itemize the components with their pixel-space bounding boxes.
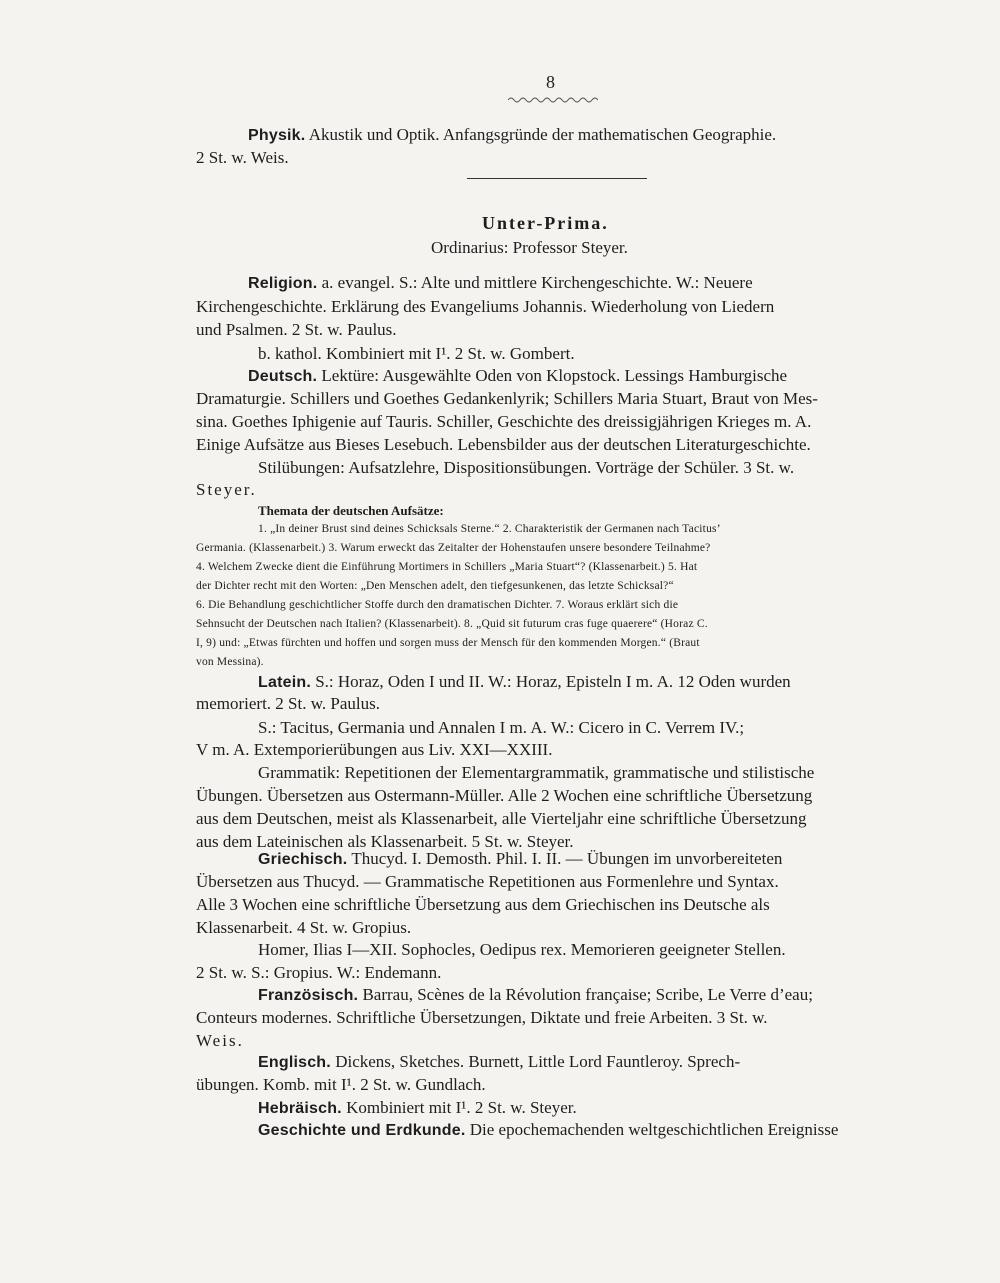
franzoesisch-label: Französisch. — [258, 987, 359, 1004]
englisch-label: Englisch. — [258, 1054, 331, 1071]
physik-line-1: Physik. Akustik und Optik. Anfangsgründe der mathematischen Geographie. — [248, 125, 777, 144]
themata-line-8: von Messina). — [196, 656, 264, 668]
hebraeisch-line: Hebräisch. Kombiniert mit I¹. 2 St. w. Steyer. — [258, 1098, 577, 1117]
deutsch-line-5: Stilübungen: Aufsatzlehre, Dispositionsübungen. Vorträge der Schüler. 3 St. w. — [258, 458, 795, 477]
deutsch-label: Deutsch. — [248, 368, 318, 385]
deutsch-line-1: Deutsch. Lektüre: Ausgewählte Oden von Klopstock. Lessings Hamburgische — [248, 366, 788, 385]
franzoesisch-line-3: Weis. — [196, 1031, 244, 1050]
latein-line-7: aus dem Deutschen, meist als Klassenarbeit, alle Vierteljahr eine schriftliche Übersetzung — [196, 809, 807, 828]
themata-line-7: I, 9) und: „Etwas fürchten und hoffen und sorgen muss der Mensch für den kommenden Morgen.“ (Braut — [196, 637, 700, 649]
physik-label: Physik. — [248, 127, 306, 144]
themata-line-5: 6. Die Behandlung geschichtlicher Stoffe durch den dramatischen Dichter. 7. Woraus erklärt sich die — [196, 599, 679, 611]
themata-line-4: der Dichter recht mit den Worten: „Den Menschen adelt, den tiefgesunkenen, das letzte Schicksal?“ — [196, 580, 674, 592]
physik-line-2: 2 St. w. Weis. — [196, 148, 289, 167]
geschichte-line: Geschichte und Erdkunde. Die epochemachenden weltgeschichtlichen Ereignisse — [258, 1120, 839, 1139]
deutsch-line-6: Steyer. — [196, 480, 257, 499]
latein-line-2: memoriert. 2 St. w. Paulus. — [196, 694, 380, 713]
religion-line-3: und Psalmen. 2 St. w. Paulus. — [196, 320, 397, 339]
franzoesisch-line-1: Französisch. Barrau, Scènes de la Révolution française; Scribe, Le Verre d’eau; — [258, 985, 813, 1004]
griechisch-line-6: 2 St. w. S.: Gropius. W.: Endemann. — [196, 963, 442, 982]
griechisch-line-5: Homer, Ilias I—XII. Sophocles, Oedipus rex. Memorieren geeigneter Stellen. — [258, 940, 786, 959]
themata-line-1: 1. „In deiner Brust sind deines Schicksals Sterne.“ 2. Charakteristik der Germanen nach Tacitus’ — [258, 523, 721, 535]
griechisch-label: Griechisch. — [258, 851, 348, 868]
themata-line-3: 4. Welchem Zwecke dient die Einführung Mortimers in Schillers „Maria Stuart“? (Klassenarbeit.) 5. Hat — [196, 561, 698, 573]
ornament-wave — [508, 96, 598, 104]
religion-line-2: Kirchengeschichte. Erklärung des Evangeliums Johannis. Wiederholung von Liedern — [196, 297, 775, 316]
latein-line-6: Übungen. Übersetzen aus Ostermann-Müller. Alle 2 Wochen eine schriftliche Übersetzung — [196, 786, 813, 805]
griechisch-line-4: Klassenarbeit. 4 St. w. Gropius. — [196, 918, 412, 937]
franzoesisch-line-2: Conteurs modernes. Schriftliche Übersetzungen, Diktate und freie Arbeiten. 3 St. w. — [196, 1008, 768, 1027]
deutsch-line-2: Dramaturgie. Schillers und Goethes Gedankenlyrik; Schillers Maria Stuart, Braut von Mes- — [196, 389, 818, 408]
themata-title: Themata der deutschen Aufsätze: — [258, 503, 444, 518]
ordinarius: Ordinarius: Professor Steyer. — [431, 238, 628, 257]
latein-label: Latein. — [258, 674, 311, 691]
latein-line-4: V m. A. Extemporierübungen aus Liv. XXI—XXIII. — [196, 740, 553, 759]
latein-line-8: aus dem Lateinischen als Klassenarbeit. 5 St. w. Steyer. — [196, 832, 574, 851]
religion-label: Religion. — [248, 275, 318, 292]
page-number: 8 — [546, 72, 555, 92]
englisch-line-2: übungen. Komb. mit I¹. 2 St. w. Gundlach. — [196, 1075, 486, 1094]
section-divider — [467, 178, 647, 179]
religion-line-1: Religion. a. evangel. S.: Alte und mittlere Kirchengeschichte. W.: Neuere — [248, 273, 753, 292]
section-heading: Unter-Prima. — [482, 213, 609, 233]
griechisch-line-3: Alle 3 Wochen eine schriftliche Übersetzung aus dem Griechischen ins Deutsche als — [196, 895, 770, 914]
griechisch-line-2: Übersetzen aus Thucyd. — Grammatische Repetitionen aus Formenlehre und Syntax. — [196, 872, 779, 891]
deutsch-line-4: Einige Aufsätze aus Bieses Lesebuch. Lebensbilder aus der deutschen Literaturgeschichte. — [196, 435, 811, 454]
religion-line-4: b. kathol. Kombiniert mit I¹. 2 St. w. Gombert. — [258, 344, 575, 363]
geschichte-label: Geschichte und Erdkunde. — [258, 1122, 466, 1139]
latein-line-5: Grammatik: Repetitionen der Elementargrammatik, grammatische und stilistische — [258, 763, 815, 782]
themata-line-6: Sehnsucht der Deutschen nach Italien? (Klassenarbeit). 8. „Quid sit futurum cras fuge quaerere“ (Horaz C. — [196, 618, 708, 630]
latein-line-3: S.: Tacitus, Germania und Annalen I m. A. W.: Cicero in C. Verrem IV.; — [258, 718, 745, 737]
deutsch-line-3: sina. Goethes Iphigenie auf Tauris. Schiller, Geschichte des dreissigjährigen Krieges m. A. — [196, 412, 812, 431]
griechisch-line-1: Griechisch. Thucyd. I. Demosth. Phil. I. II. — Übungen im unvorbereiteten — [258, 849, 783, 868]
latein-line-1: Latein. S.: Horaz, Oden I und II. W.: Horaz, Episteln I m. A. 12 Oden wurden — [258, 672, 791, 691]
themata-line-2: Germania. (Klassenarbeit.) 3. Warum erweckt das Zeitalter der Hohenstaufen unsere besondere Teilnahme? — [196, 542, 711, 554]
hebraeisch-label: Hebräisch. — [258, 1100, 342, 1117]
englisch-line-1: Englisch. Dickens, Sketches. Burnett, Little Lord Fauntleroy. Sprech- — [258, 1052, 741, 1071]
